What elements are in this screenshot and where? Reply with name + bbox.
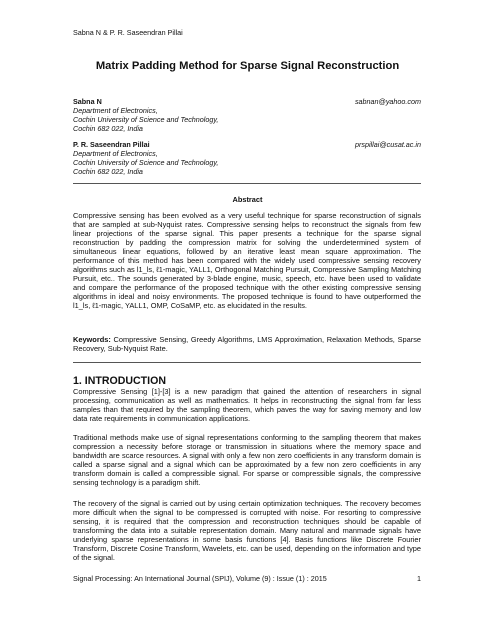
page-footer [73,574,421,583]
author-affiliation-line: Department of Electronics, [73,106,158,115]
keywords-text: Compressive Sensing, Greedy Algorithms, LMS Approximation, Relaxation Methods, Sparse Recovery, Sub-Nyquist Rate. [73,335,421,354]
author-affiliation-line: Department of Electronics, [73,149,158,158]
author-affiliation-line: Cochin 682 022, India [73,124,143,133]
author-block-1 [73,97,421,133]
section-heading: 1. INTRODUCTION [73,375,166,387]
body-paragraph: The recovery of the signal is carried out by using certain optimization techniques. The recovery becomes more difficult when the signal to be compressed is corrupted with noise. For resorting to compressive sensing, it is required that the compression and reconstruction techniques should be capable of transforming the data into a suitable representation domain. Many natural and manmade signals have underlying sparse representations in some basis functions [4]. Basis functions like Discrete Fourier Transform, Discrete Cosine Transform, Wavelets, etc. can be used, depending on the information and type of the signal. [73,499,421,563]
abstract-text: Compressive sensing has been evolved as a very useful technique for sparse reconstruction of signals that are sampled at sub-Nyquist rates. Compressive sensing helps to reconstruct the signals from few linear projections of the sparse signal. This paper presents a technique for the sparse signal reconstruction by padding the compression matrix for solving the underdetermined system of simultaneous linear equations, followed by an iterative least mean square approximation. The performance of this method has been compared with the widely used compressive sensing recovery algorithms such as l1_ls, ℓ1-magic, YALL1, Orthogonal Matching Pursuit, Compressive Sampling Matching Pursuit, etc.. The sounds generated by 3-blade engine, music, speech, etc. have been used to validate and compare the performance of the proposed technique with the other existing compressive sensing algorithms in ideal and noisy environments. The proposed technique is found to have outperformed the l1_ls, ℓ1-magic, YALL1, OMP, CoSaMP, etc. as elucidated in the results. [73,211,421,311]
page-number: 1 [417,574,421,583]
author-name: Sabna N [73,97,102,106]
running-head: Sabna N & P. R. Saseendran Pillai [73,28,183,37]
author-affiliation-line: Cochin University of Science and Technology, [73,115,219,124]
author-affiliation-line: Cochin 682 022, India [73,167,143,176]
keywords [73,335,421,353]
author-email: sabnan@yahoo.com [354,97,421,106]
abstract-heading: Abstract [232,195,263,204]
author-block-2 [73,140,421,176]
journal-citation: Signal Processing: An International Journal (SPIJ), Volume (9) : Issue (1) : 2015 [73,574,327,583]
author-affiliation-line: Cochin University of Science and Technology, [73,158,219,167]
body-paragraph: Compressive Sensing [1]-[3] is a new paradigm that gained the attention of researchers in signal processing, communication as well as mathematics. It helps in reconstructing the signal from far less samples than that required by the sampling theorem, which paves the way for saving memory and low data rate requirements in communication applications. [73,387,421,424]
paper-title: Matrix Padding Method for Sparse Signal Reconstruction [95,60,400,72]
divider-rule [73,362,421,363]
author-email: prspillai@cusat.ac.in [354,140,421,149]
divider-rule [73,183,421,184]
author-name: P. R. Saseendran Pillai [73,140,150,149]
body-paragraph: Traditional methods make use of signal representations conforming to the sampling theorem that makes compression a necessity before storage or transmission in situations where the memory space and bandwidth are scarce resources. A signal with only a few non zero coefficients in any transform domain is called a sparse signal and a signal which can be approximated by a few non zero coefficients in any transform domain is called a compressible signal. For sparse or compressible signals, the compressive sensing technology is a paradigm shift. [73,433,421,488]
keywords-label: Keywords: [73,335,111,344]
